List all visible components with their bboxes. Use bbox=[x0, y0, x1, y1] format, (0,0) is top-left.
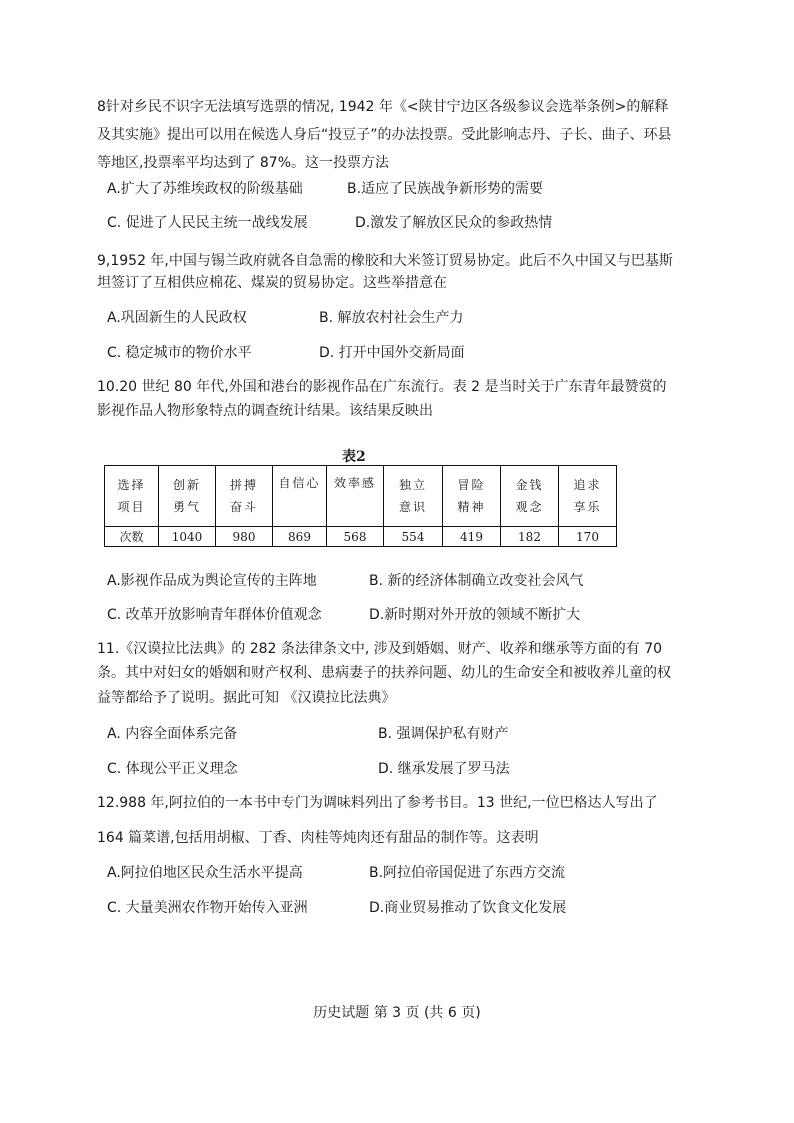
table-caption: 表2 bbox=[342, 449, 366, 465]
q12-stem-line2: 164 篇菜谱,包括用胡椒、丁香、肉桂等炖肉还有甜品的制作等。这表明 bbox=[97, 830, 539, 846]
q12-stem-line1: 12.988 年,阿拉伯的一本书中专门为调味料列出了参考书目。13 世纪,一位巴格达人写出了 bbox=[97, 795, 658, 811]
q9-option-d: D. 打开中国外交新局面 bbox=[319, 345, 465, 361]
table-header-cell: 独立 意识 bbox=[384, 466, 443, 527]
q12-option-b: B.阿拉伯帝国促进了东西方交流 bbox=[369, 865, 566, 881]
q9-option-b: B. 解放农村社会生产力 bbox=[319, 310, 464, 326]
q8-option-c: C. 促进了人民民主统一战线发展 bbox=[107, 215, 308, 231]
q11-option-c: C. 体现公平正义理念 bbox=[107, 761, 238, 777]
page-footer: 历史试题 第 3 页 (共 6 页) bbox=[313, 1005, 481, 1021]
q10-option-a: A.影视作品成为舆论宣传的主阵地 bbox=[107, 573, 317, 589]
q12-option-d: D.商业贸易推动了饮食文化发展 bbox=[369, 900, 567, 916]
table-header-row bbox=[105, 466, 617, 527]
table-cell: 568 bbox=[327, 527, 384, 547]
q12-option-a: A.阿拉伯地区民众生活水平提高 bbox=[107, 865, 303, 881]
table-header-cell: 冒险 精神 bbox=[443, 466, 501, 527]
table-header-cell: 追求 享乐 bbox=[559, 466, 617, 527]
table-header-cell: 效率感 bbox=[327, 466, 384, 527]
q10-option-b: B. 新的经济体制确立改变社会风气 bbox=[369, 573, 584, 589]
q11-option-a: A. 内容全面体系完备 bbox=[107, 726, 238, 742]
table-header-cell: 拼搏 奋斗 bbox=[216, 466, 273, 527]
table-header-cell: 创新 勇气 bbox=[159, 466, 216, 527]
q9-option-a: A.巩固新生的人民政权 bbox=[107, 310, 247, 326]
table-cell: 554 bbox=[384, 527, 443, 547]
q8-stem-line2: 及其实施》提出可以用在候选人身后“投豆子”的办法投票。受此影响志丹、子长、曲子、环县 bbox=[97, 127, 672, 143]
table-cell: 1040 bbox=[159, 527, 216, 547]
q12-option-c: C. 大量美洲农作物开始传入亚洲 bbox=[107, 900, 308, 916]
q11-option-d: D. 继承发展了罗马法 bbox=[378, 761, 510, 777]
q10-stem-line2: 影视作品人物形象特点的调查统计结果。该结果反映出 bbox=[97, 403, 433, 419]
q8-stem-line3: 等地区,投票率平均达到了 87%。这一投票方法 bbox=[97, 155, 390, 171]
table-header-cell: 金钱 观念 bbox=[501, 466, 559, 527]
q9-stem-line2: 坦签订了互相供应棉花、煤炭的贸易协定。这些举措意在 bbox=[97, 275, 447, 291]
table-corner-cell: 选择 项目 bbox=[105, 466, 159, 527]
table-cell: 182 bbox=[501, 527, 559, 547]
q11-option-b: B. 强调保护私有财产 bbox=[378, 726, 509, 742]
table-cell: 869 bbox=[273, 527, 327, 547]
q10-option-d: D.新时期对外开放的领域不断扩大 bbox=[369, 607, 581, 623]
q8-option-d: D.激发了解放区民众的参政热情 bbox=[355, 215, 553, 231]
survey-table bbox=[104, 465, 617, 547]
table-cell: 419 bbox=[443, 527, 501, 547]
q9-stem-line1: 9,1952 年,中国与锡兰政府就各自急需的橡胶和大米签订贸易协定。此后不久中国又与巴基斯 bbox=[97, 253, 673, 269]
q11-stem-line2: 条。其中对妇女的婚姻和财产权利、患病妻子的扶养问题、幼儿的生命安全和被收养儿童的权 bbox=[97, 665, 671, 681]
table-header-cell: 自信心 bbox=[273, 466, 327, 527]
q10-option-c: C. 改革开放影响青年群体价值观念 bbox=[107, 607, 322, 623]
q8-option-a: A.扩大了苏维埃政权的阶级基础 bbox=[107, 181, 303, 197]
q8-stem-line1: 8针对乡民不识字无法填写选票的情况, 1942 年《<陕甘宁边区各级参议会选举条例>的解释 bbox=[97, 99, 669, 115]
q10-stem-line1: 10.20 世纪 80 年代,外国和港台的影视作品在广东流行。表 2 是当时关于广东青年最赞赏的 bbox=[97, 379, 667, 395]
table-row bbox=[105, 527, 617, 547]
q11-stem-line1: 11.《汉谟拉比法典》的 282 条法律条文中, 涉及到婚姻、财产、收养和继承等方面的有 70 bbox=[97, 641, 663, 657]
q8-option-b: B.适应了民族战争新形势的需要 bbox=[347, 181, 544, 197]
table-cell: 170 bbox=[559, 527, 617, 547]
q9-option-c: C. 稳定城市的物价水平 bbox=[107, 345, 252, 361]
table-cell: 980 bbox=[216, 527, 273, 547]
table-row-label: 次数 bbox=[105, 527, 159, 547]
q11-stem-line3: 益等都给予了说明。据此可知 《汉谟拉比法典》 bbox=[97, 690, 396, 706]
